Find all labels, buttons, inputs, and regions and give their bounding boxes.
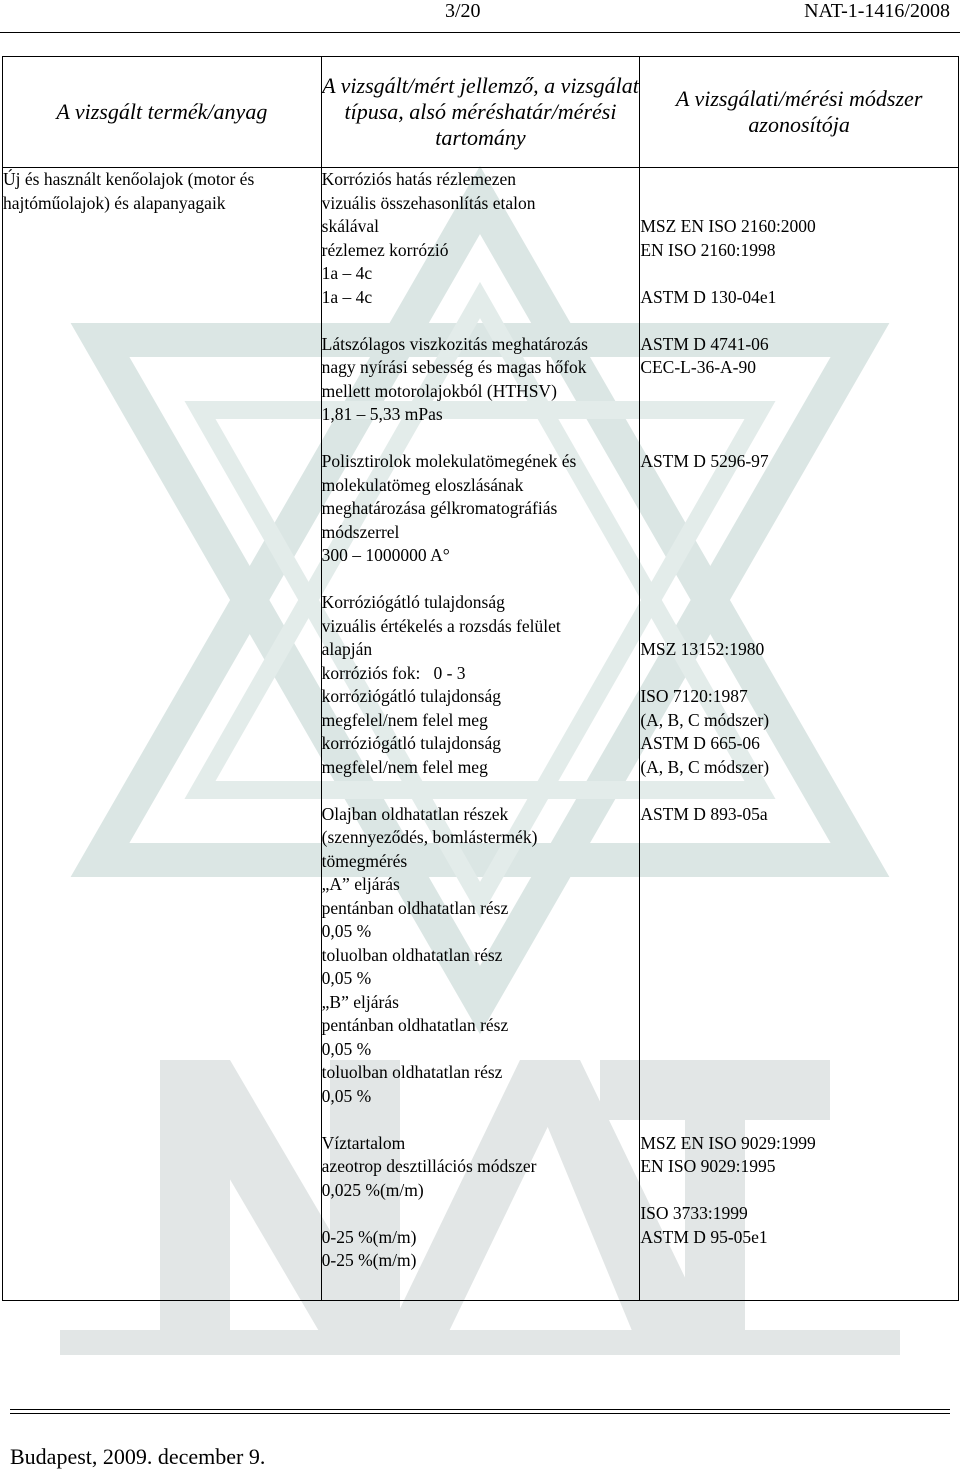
header-rule — [0, 32, 960, 33]
accreditation-table — [2, 56, 959, 1301]
method-line — [640, 1085, 958, 1109]
characteristic-line: 0,05 % — [321, 968, 372, 988]
footer-rule — [10, 1409, 950, 1410]
characteristic-line — [322, 1202, 640, 1226]
characteristic-line: Polisztirolok molekulatömegének és — [321, 451, 577, 471]
method-line — [640, 1108, 958, 1132]
method-line — [640, 897, 958, 921]
header-product: A vizsgált termék/anyag — [3, 57, 322, 168]
characteristic-line — [322, 779, 640, 803]
characteristic-line: Látszólagos viszkozitás meghatározás — [321, 333, 588, 354]
characteristic-line: vizuális értékelés a rozsdás felület — [321, 615, 561, 636]
characteristic-line: 0,025 %(m/m) — [321, 1179, 424, 1200]
characteristic-line: vizuális összehasonlítás etalon — [321, 192, 536, 213]
method-line: EN ISO 2160:1998 — [640, 239, 776, 260]
method-line — [640, 474, 958, 498]
footer-date: Budapest, 2009. december 9. — [10, 1444, 266, 1469]
characteristic-line: 1,81 – 5,33 mPas — [321, 404, 443, 424]
characteristic-line: Korróziós hatás rézlemezen — [321, 169, 517, 189]
method-line — [640, 944, 958, 968]
method-line — [640, 1014, 958, 1038]
characteristic-line: (szennyeződés, bomlástermék) — [321, 827, 538, 847]
method-cell — [640, 168, 959, 1301]
method-line — [640, 873, 958, 897]
method-line — [640, 967, 958, 991]
method-line — [640, 920, 958, 944]
page-header — [0, 0, 960, 26]
method-line: MSZ 13152:1980 — [640, 639, 765, 659]
method-line — [640, 615, 958, 639]
table-row — [3, 168, 959, 1301]
characteristic-line: skálával — [321, 216, 379, 236]
characteristic-line: molekulatömeg eloszlásának — [321, 474, 524, 495]
method-line: EN ISO 9029:1995 — [640, 1156, 776, 1176]
characteristic-line: azeotrop desztillációs módszer — [321, 1156, 537, 1176]
characteristic-line: korróziós fok: 0 - 3 — [321, 662, 466, 683]
characteristic-line: toluolban oldhatatlan rész — [321, 1062, 503, 1082]
method-line: MSZ EN ISO 9029:1999 — [640, 1132, 816, 1153]
method-line: CEC-L-36-A-90 — [640, 357, 756, 377]
method-line — [640, 544, 958, 568]
characteristic-line: toluolban oldhatatlan rész — [321, 944, 503, 965]
product-cell — [3, 168, 322, 1301]
characteristic-line: Víztartalom — [321, 1132, 406, 1153]
method-line — [640, 262, 958, 286]
page-number: 3/20 — [445, 0, 481, 22]
characteristic-line — [322, 309, 640, 333]
characteristic-line: „A” eljárás — [321, 874, 400, 894]
method-line — [640, 991, 958, 1015]
method-line — [640, 380, 958, 404]
characteristic-line: Korróziógátló tulajdonság — [321, 592, 505, 612]
characteristic-line: „B” eljárás — [321, 991, 399, 1012]
characteristic-line: 0,05 % — [321, 1038, 372, 1059]
characteristic-line: mellett motorolajokból (HTHSV) — [321, 380, 557, 401]
method-line — [640, 826, 958, 850]
method-line: ASTM D 4741-06 — [640, 333, 769, 354]
header-method: A vizsgálati/mérési módszer azonosítója — [640, 57, 959, 168]
characteristic-line — [322, 427, 640, 451]
method-line: MSZ EN ISO 2160:2000 — [640, 216, 816, 236]
characteristic-line: korróziógátló tulajdonság — [321, 686, 501, 706]
method-line: (A, B, C módszer) — [640, 709, 770, 730]
characteristic-line: tömegmérés — [321, 850, 408, 871]
characteristic-cell — [321, 168, 640, 1301]
method-line — [640, 192, 958, 216]
method-line — [640, 1179, 958, 1203]
characteristic-line: korróziógátló tulajdonság — [321, 733, 501, 753]
product-line: hajtóműolajok) és alapanyagaik — [3, 192, 226, 213]
method-line — [640, 497, 958, 521]
method-line — [640, 591, 958, 615]
characteristic-line: pentánban oldhatatlan rész — [321, 897, 509, 918]
method-line — [640, 779, 958, 803]
method-line — [640, 1061, 958, 1085]
method-line — [640, 1038, 958, 1062]
method-line: ASTM D 893-05a — [640, 803, 768, 824]
characteristic-line: Olajban oldhatatlan részek — [321, 803, 509, 824]
method-line — [640, 568, 958, 592]
characteristic-line: 0-25 %(m/m) — [321, 1226, 417, 1247]
characteristic-line: 0,05 % — [321, 1085, 372, 1106]
method-line: ASTM D 95-05e1 — [640, 1226, 768, 1247]
method-line — [640, 168, 958, 192]
method-line — [640, 662, 958, 686]
footer-rule-double — [10, 1413, 950, 1414]
product-line: Új és használt kenőolajok (motor és — [3, 169, 255, 189]
document-id: NAT-1-1416/2008 — [804, 0, 950, 22]
characteristic-line: megfelel/nem felel meg — [321, 756, 488, 777]
method-line — [640, 403, 958, 427]
method-line: ISO 7120:1987 — [640, 686, 748, 706]
method-line: ASTM D 5296-97 — [640, 451, 769, 471]
header-characteristic: A vizsgált/mért jellemző, a vizsgálat típusa, alsó méréshatár/mérési tartomány — [321, 57, 640, 168]
method-line — [640, 850, 958, 874]
method-line: ASTM D 665-06 — [640, 733, 760, 753]
characteristic-line: nagy nyírási sebesség és magas hőfok — [321, 357, 587, 377]
characteristic-line: 1a – 4c — [321, 286, 373, 307]
table-header-row — [3, 57, 959, 168]
method-line: ISO 3733:1999 — [640, 1203, 748, 1223]
characteristic-line: 300 – 1000000 A° — [321, 545, 450, 565]
method-line: (A, B, C módszer) — [640, 756, 770, 777]
characteristic-line: megfelel/nem felel meg — [321, 709, 488, 730]
characteristic-line: pentánban oldhatatlan rész — [321, 1015, 509, 1035]
characteristic-line: meghatározása gélkromatográfiás — [321, 498, 558, 518]
method-line: ASTM D 130-04e1 — [640, 286, 777, 307]
characteristic-line: 1a – 4c — [321, 263, 373, 283]
method-line — [640, 427, 958, 451]
characteristic-line: 0-25 %(m/m) — [321, 1250, 417, 1270]
method-line — [640, 521, 958, 545]
characteristic-line — [322, 568, 640, 592]
characteristic-line: 0,05 % — [321, 921, 372, 941]
characteristic-line — [322, 1108, 640, 1132]
characteristic-line: módszerrel — [321, 521, 400, 542]
method-line — [640, 309, 958, 333]
characteristic-line: alapján — [321, 639, 373, 659]
characteristic-line: rézlemez korrózió — [321, 239, 449, 260]
